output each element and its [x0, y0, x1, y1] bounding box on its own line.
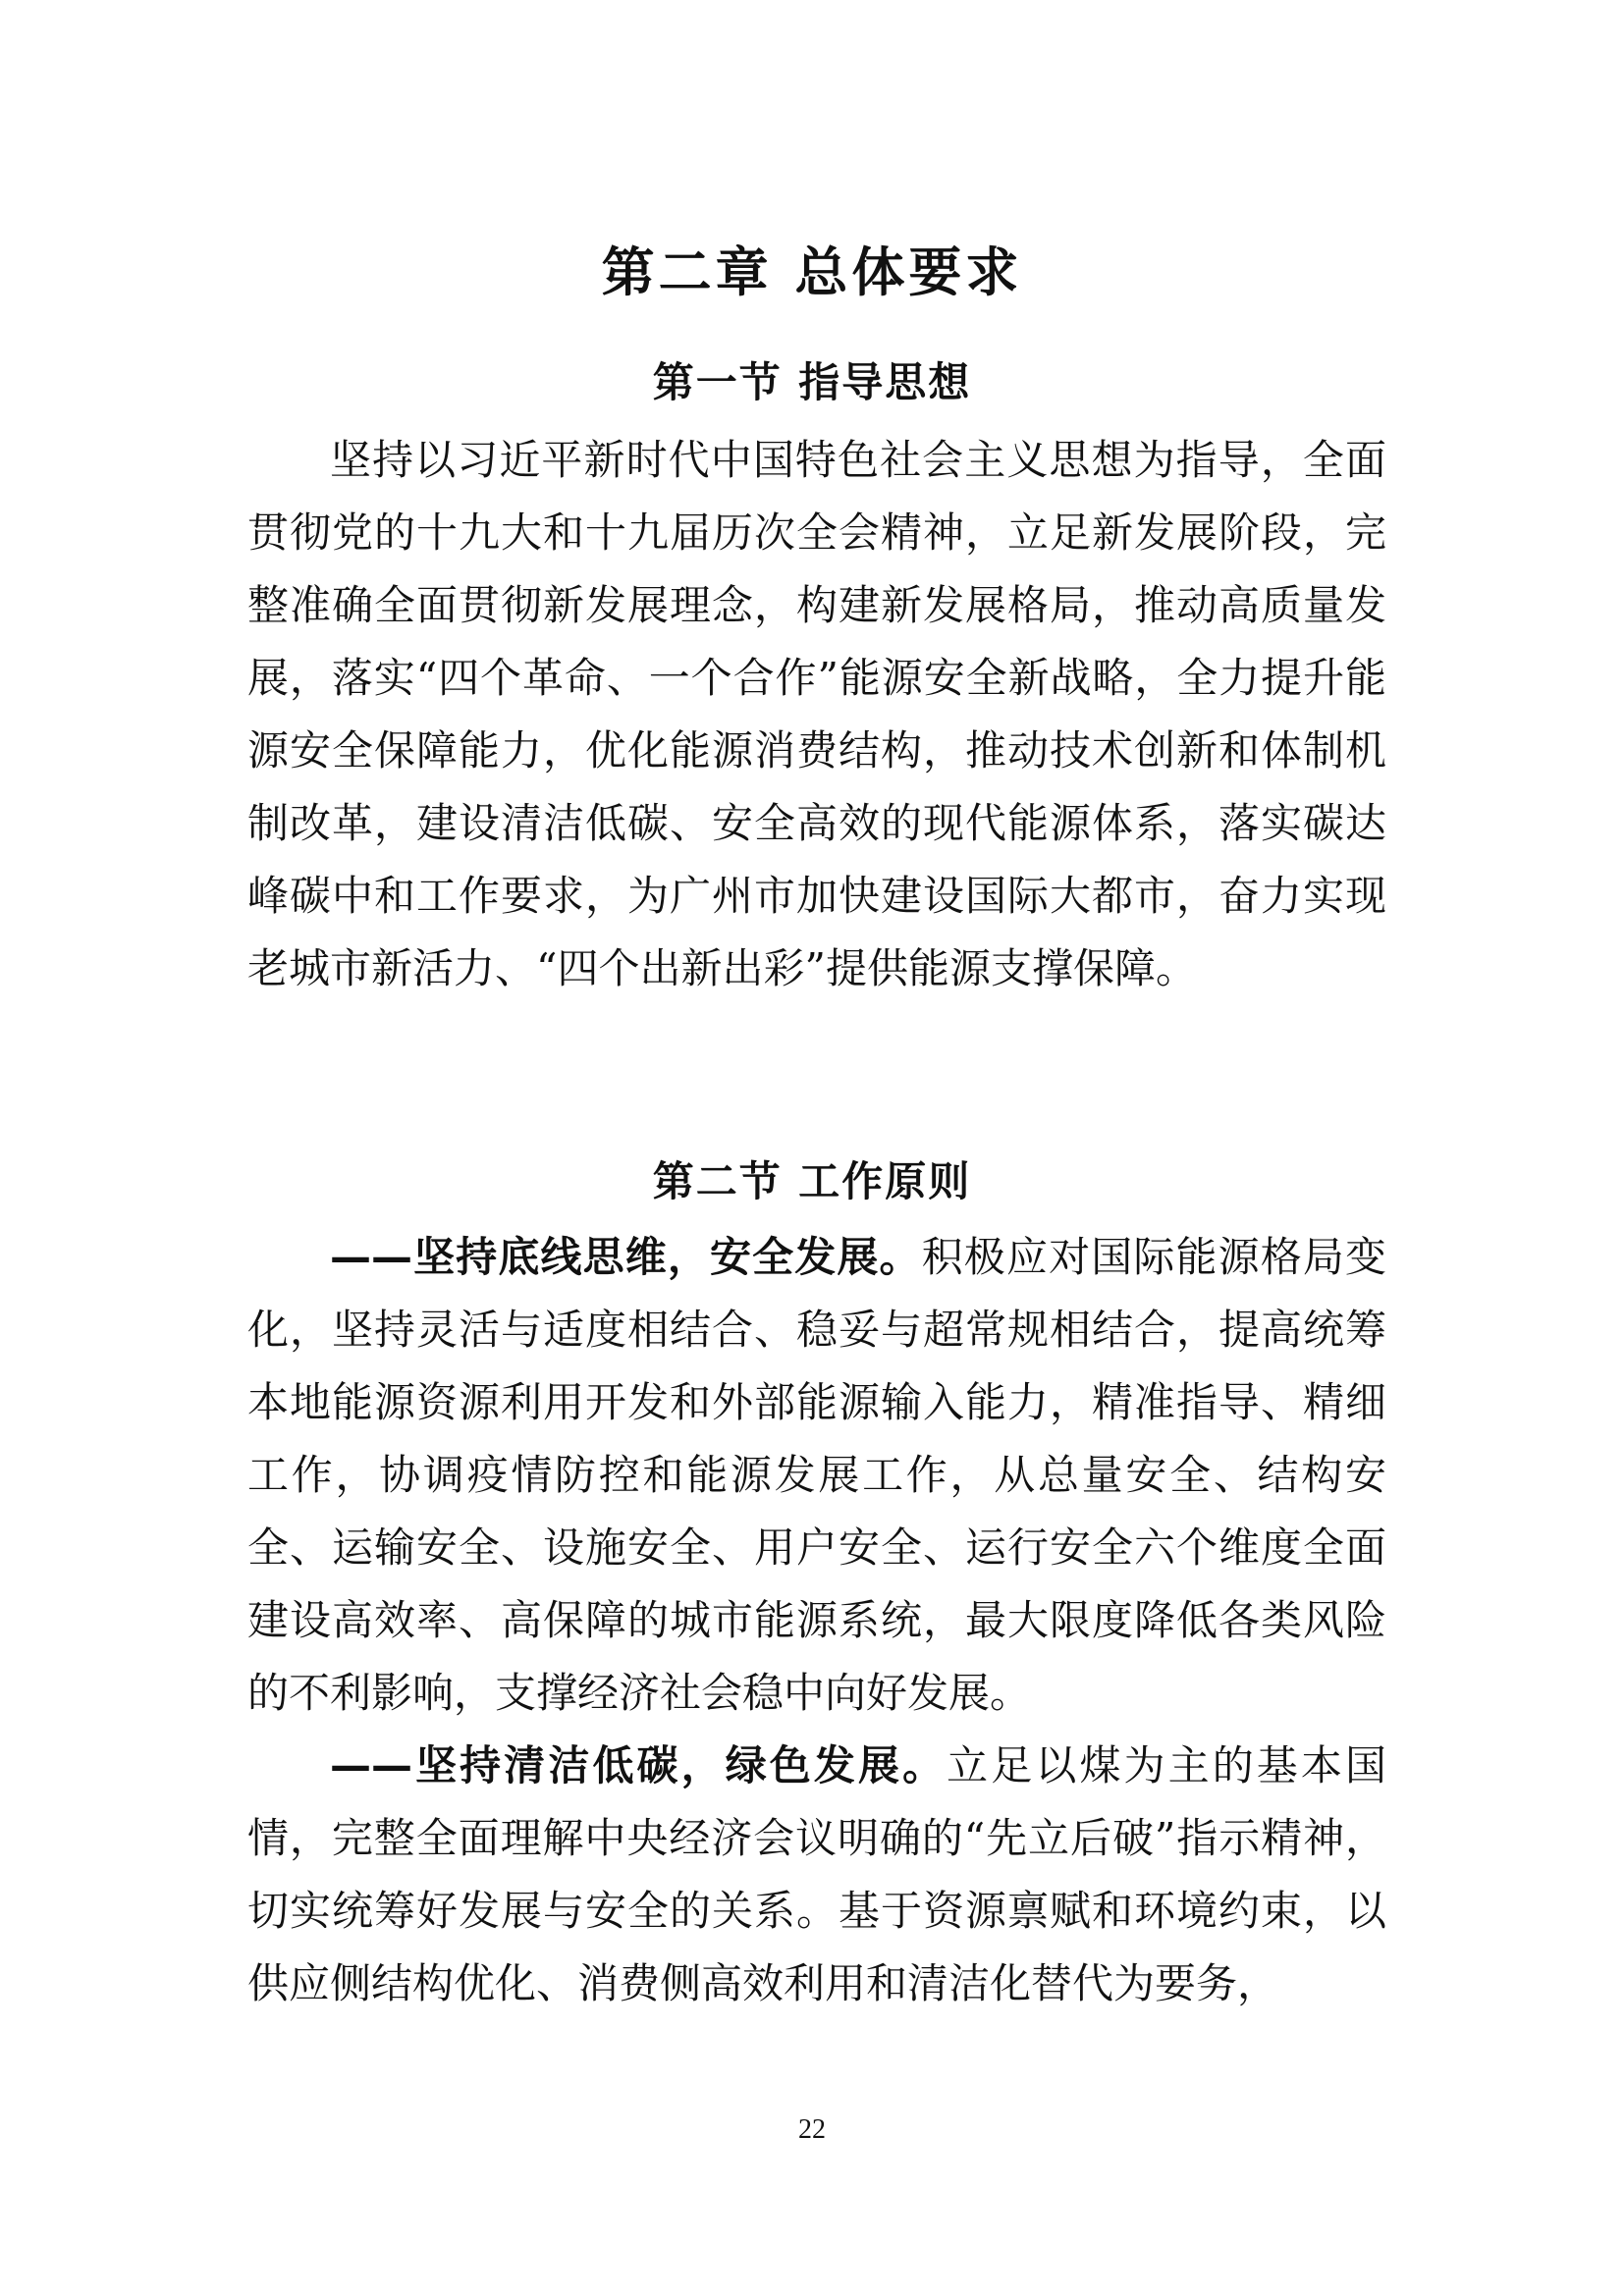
- paragraph-text: 坚持以习近平新时代中国特色社会主义思想为指导，全面贯彻党的十九大和十九届历次全会精神，立足新发展阶段，完整准确全面贯彻新发展理念，构建新发展格局，推动高质量发展，落实“四个革命、一个合作”能源安全新战略，全力提升能源安全保障能力，优化能源消费结构，推动技术创新和体制机制改革，建设清洁低碳、安全高效的现代能源体系，落实碳达峰碳中和工作要求，为广州市加快建设国际大都市，奋力实现老城市新活力、“四个出新出彩”提供能源支撑保障。: [247, 436, 1386, 992]
- paragraph-lead: ——坚持底线思维，安全发展。: [330, 1233, 922, 1281]
- paragraph-principle-safety: [247, 1221, 1386, 1730]
- paragraph-principle-green: [247, 1730, 1386, 2020]
- section-title-guiding-ideology: 第一节 指导思想: [652, 358, 972, 406]
- page-number: 22: [798, 2114, 826, 2145]
- paragraph-lead: ——坚持清洁低碳，绿色发展。: [330, 1741, 947, 1789]
- paragraph-text: 积极应对国际能源格局变化，坚持灵活与适度相结合、稳妥与超常规相结合，提高统筹本地能源资源利用开发和外部能源输入能力，精准指导、精细工作，协调疫情防控和能源发展工作，从总量安全、结构安全、运输安全、设施安全、用户安全、运行安全六个维度全面建设高效率、高保障的城市能源系统，最大限度降低各类风险的不利影响，支撑经济社会稳中向好发展。: [247, 1233, 1386, 1717]
- paragraph-guiding-ideology: [247, 424, 1386, 1005]
- section-title-working-principles: 第二节 工作原则: [652, 1157, 972, 1205]
- chapter-title: 第二章 总体要求: [601, 241, 1023, 303]
- paragraph-text: 立足以煤为主的基本国情，完整全面理解中央经济会议明确的“先立后破”指示精神，切实统筹好发展与安全的关系。基于资源禀赋和环境约束，以供应侧结构优化、消费侧高效利用和清洁化替代为要务，: [247, 1741, 1386, 2007]
